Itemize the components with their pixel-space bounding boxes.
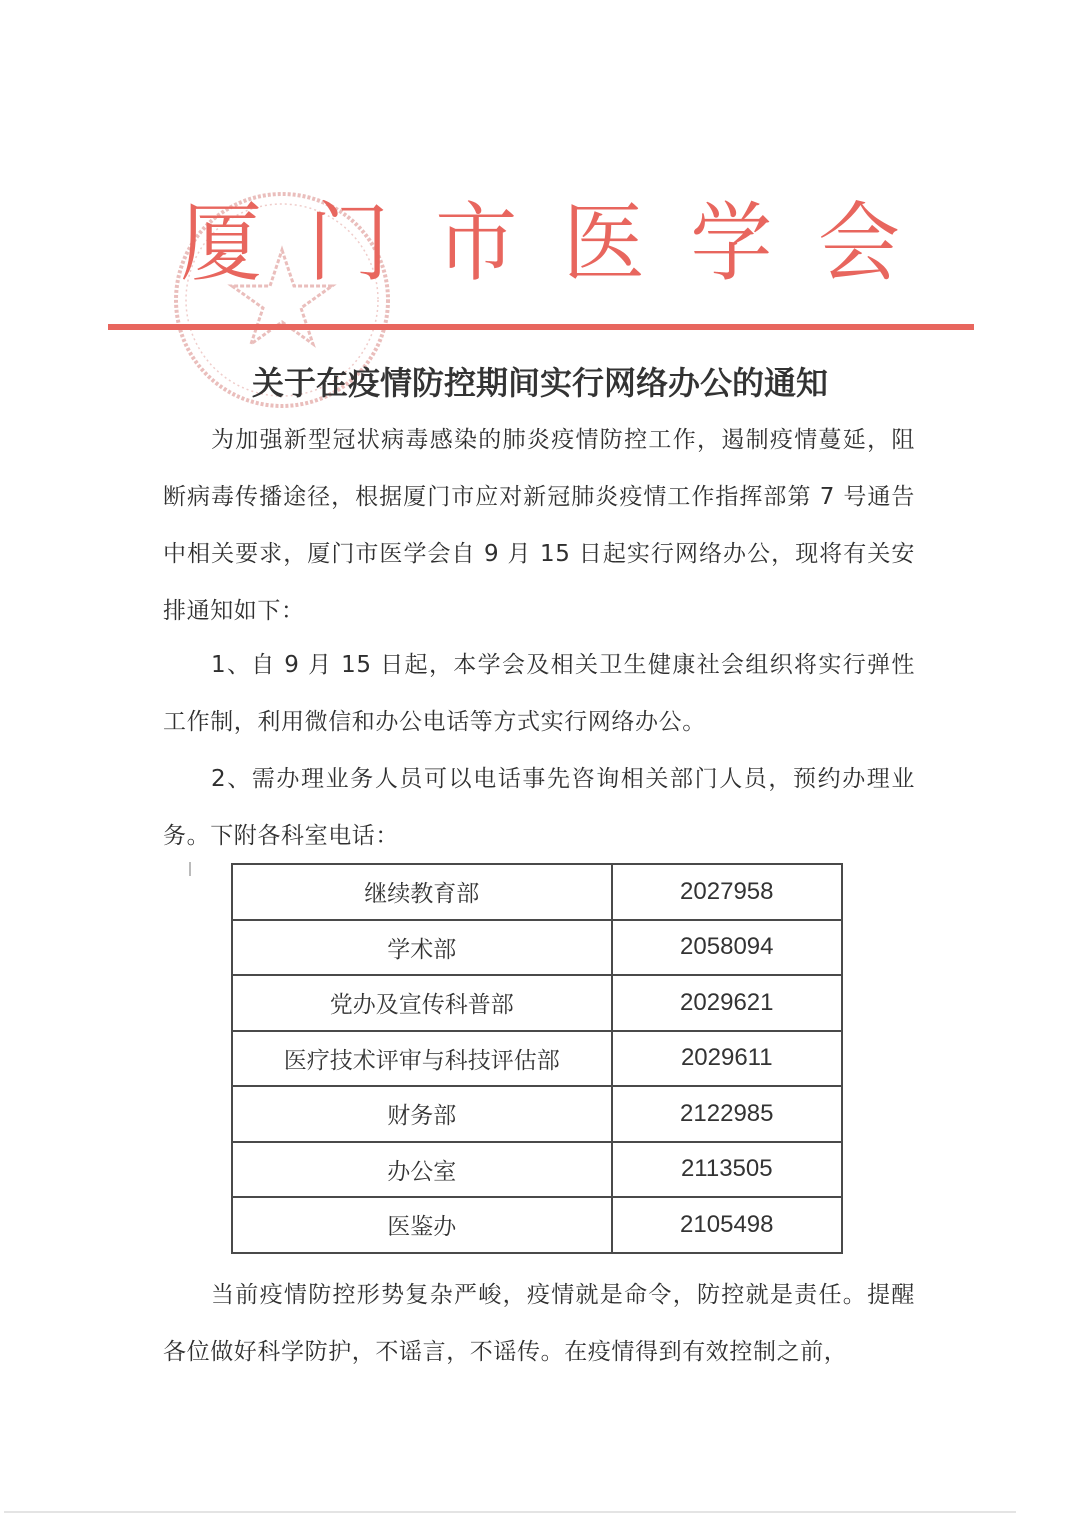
notice-title: 关于在疫情防控期间实行网络办公的通知	[251, 364, 828, 402]
phone-cell: 2027958	[612, 864, 842, 920]
masthead-char: 门	[307, 193, 390, 294]
department-cell: 学术部	[232, 920, 612, 976]
department-cell: 办公室	[232, 1142, 612, 1198]
table-row	[232, 1142, 842, 1198]
organization-masthead	[180, 193, 900, 294]
department-cell: 医疗技术评审与科技评估部	[232, 1031, 612, 1087]
red-header-divider	[108, 324, 974, 330]
notice-paragraph-closing: 当前疫情防控形势复杂严峻，疫情就是命令，防控就是责任。提醒各位做好科学防护，不谣言，不谣传。在疫情得到有效控制之前，	[163, 1282, 915, 1365]
scan-mark	[189, 862, 191, 876]
phone-cell: 2029621	[612, 975, 842, 1031]
department-cell: 医鉴办	[232, 1197, 612, 1253]
table-row	[232, 1086, 842, 1142]
masthead-char: 厦	[180, 193, 263, 294]
department-cell: 党办及宣传科普部	[232, 975, 612, 1031]
department-cell: 财务部	[232, 1086, 612, 1142]
notice-paragraph-item-1: 1、自 9 月 15 日起，本学会及相关卫生健康社会组织将实行弹性工作制，利用微信和办公电话等方式实行网络办公。	[163, 652, 915, 735]
department-phone-table	[231, 863, 843, 1254]
table-row	[232, 864, 842, 920]
table-row	[232, 975, 842, 1031]
table-row	[232, 1197, 842, 1253]
department-cell: 继续教育部	[232, 864, 612, 920]
masthead-char: 会	[817, 193, 900, 294]
masthead-char: 学	[690, 193, 773, 294]
table-row	[232, 920, 842, 976]
phone-cell: 2105498	[612, 1197, 842, 1253]
notice-paragraph-item-2: 2、需办理业务人员可以电话事先咨询相关部门人员，预约办理业务。下附各科室电话：	[163, 766, 915, 849]
masthead-char: 医	[562, 193, 645, 294]
phone-cell: 2113505	[612, 1142, 842, 1198]
phone-cell: 2058094	[612, 920, 842, 976]
table-row	[232, 1031, 842, 1087]
notice-paragraph-intro: 为加强新型冠状病毒感染的肺炎疫情防控工作，遏制疫情蔓延，阻断病毒传播途径，根据厦门市应对新冠肺炎疫情工作指挥部第 7 号通告中相关要求，厦门市医学会自 9 月 15 日起实行网络办公，现将有关安排通知如下：	[163, 427, 915, 624]
phone-cell: 2122985	[612, 1086, 842, 1142]
masthead-char: 市	[435, 193, 518, 294]
phone-cell: 2029611	[612, 1031, 842, 1087]
page-edge-line	[4, 1511, 1016, 1513]
